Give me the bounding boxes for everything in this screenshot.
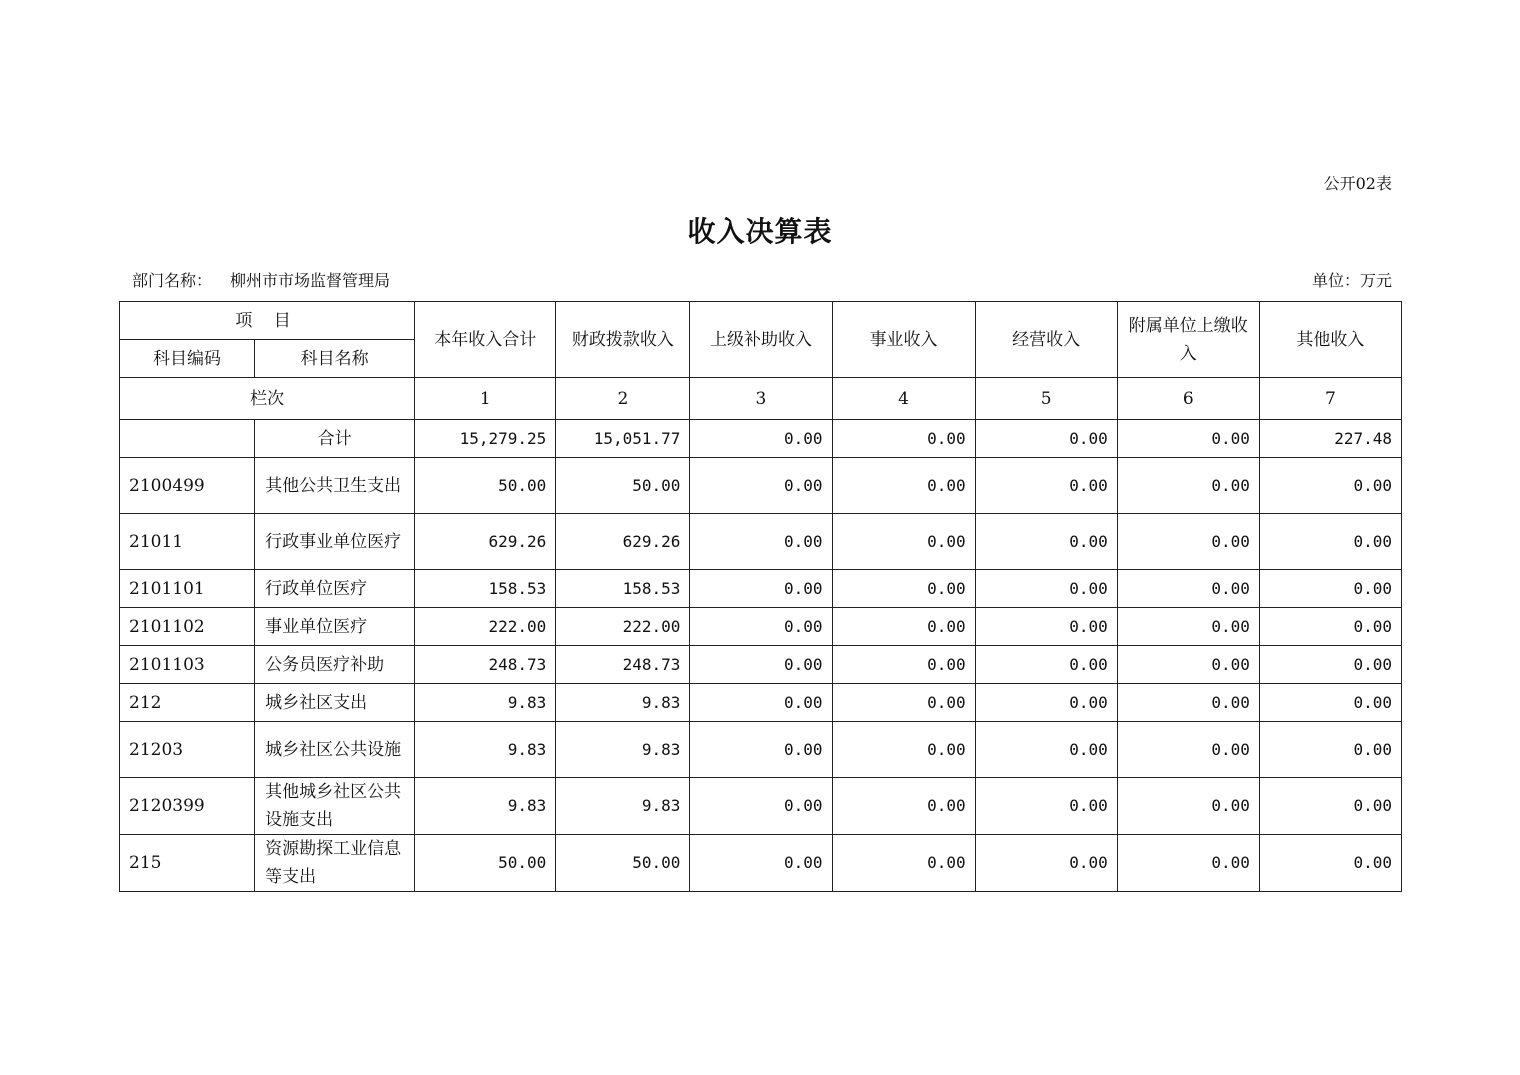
row-value: 0.00	[690, 778, 832, 835]
row-name: 事业单位医疗	[255, 608, 415, 646]
table-row	[120, 570, 1402, 608]
row-value: 248.73	[415, 646, 556, 684]
row-name: 公务员医疗补助	[255, 646, 415, 684]
row-value: 0.00	[1117, 722, 1259, 778]
table-row	[120, 722, 1402, 778]
form-number: 公开02表	[1323, 174, 1392, 193]
header-col-1: 本年收入合计	[415, 302, 556, 378]
row-value: 9.83	[556, 684, 690, 722]
row-value: 0.00	[1259, 514, 1401, 570]
total-value: 227.48	[1259, 420, 1401, 458]
lanci-num: 5	[975, 378, 1117, 420]
row-code: 2101103	[120, 646, 255, 684]
row-value: 158.53	[415, 570, 556, 608]
row-value: 0.00	[832, 722, 975, 778]
header-item: 项 目	[120, 302, 415, 340]
header-col-3: 上级补助收入	[690, 302, 832, 378]
row-value: 0.00	[1259, 646, 1401, 684]
total-value: 15,051.77	[556, 420, 690, 458]
row-name: 其他城乡社区公共设施支出	[255, 778, 415, 835]
row-value: 9.83	[415, 722, 556, 778]
row-value: 0.00	[1259, 570, 1401, 608]
row-value: 248.73	[556, 646, 690, 684]
header-row-1	[120, 302, 1402, 340]
lanci-num: 1	[415, 378, 556, 420]
row-value: 0.00	[1117, 570, 1259, 608]
row-value: 0.00	[975, 608, 1117, 646]
header-name: 科目名称	[255, 340, 415, 378]
row-value: 9.83	[415, 684, 556, 722]
row-value: 0.00	[832, 570, 975, 608]
row-code: 212	[120, 684, 255, 722]
row-code: 21203	[120, 722, 255, 778]
header-col-5: 经营收入	[975, 302, 1117, 378]
row-value: 0.00	[1259, 458, 1401, 514]
lanci-num: 6	[1117, 378, 1259, 420]
row-value: 0.00	[1117, 778, 1259, 835]
row-value: 0.00	[1259, 778, 1401, 835]
unit-label: 单位：万元	[1311, 271, 1392, 290]
row-code: 2101101	[120, 570, 255, 608]
header-col-4: 事业收入	[832, 302, 975, 378]
row-value: 9.83	[415, 778, 556, 835]
table-row	[120, 778, 1402, 835]
row-code: 2101102	[120, 608, 255, 646]
lanci-label: 栏次	[120, 378, 415, 420]
department-value: 柳州市市场监督管理局	[230, 271, 391, 290]
row-value: 0.00	[690, 608, 832, 646]
row-value: 0.00	[690, 646, 832, 684]
department-line	[132, 268, 390, 291]
total-code	[120, 420, 255, 458]
row-value: 0.00	[1117, 608, 1259, 646]
row-value: 9.83	[556, 722, 690, 778]
row-value: 158.53	[556, 570, 690, 608]
row-value: 50.00	[556, 458, 690, 514]
row-name: 行政事业单位医疗	[255, 514, 415, 570]
row-value: 0.00	[975, 684, 1117, 722]
row-code: 2120399	[120, 778, 255, 835]
row-value: 0.00	[690, 458, 832, 514]
row-value: 0.00	[1117, 514, 1259, 570]
row-value: 0.00	[832, 608, 975, 646]
row-value: 629.26	[415, 514, 556, 570]
table-row	[120, 646, 1402, 684]
row-name: 资源勘探工业信息等支出	[255, 835, 415, 892]
row-code: 21011	[120, 514, 255, 570]
table-row	[120, 608, 1402, 646]
row-value: 222.00	[556, 608, 690, 646]
row-value: 0.00	[690, 570, 832, 608]
header-col-6: 附属单位上缴收入	[1117, 302, 1259, 378]
row-value: 50.00	[415, 458, 556, 514]
row-value: 0.00	[832, 646, 975, 684]
row-code: 215	[120, 835, 255, 892]
header-code: 科目编码	[120, 340, 255, 378]
table-row	[120, 458, 1402, 514]
lanci-num: 4	[832, 378, 975, 420]
total-row	[120, 420, 1402, 458]
lanci-row	[120, 378, 1402, 420]
lanci-num: 7	[1259, 378, 1401, 420]
income-table	[119, 301, 1402, 892]
row-value: 0.00	[690, 722, 832, 778]
header-col-7: 其他收入	[1259, 302, 1401, 378]
table-row	[120, 514, 1402, 570]
lanci-num: 3	[690, 378, 832, 420]
lanci-num: 2	[556, 378, 690, 420]
row-value: 0.00	[1259, 684, 1401, 722]
row-value: 0.00	[832, 778, 975, 835]
header-col-2: 财政拨款收入	[556, 302, 690, 378]
row-value: 0.00	[690, 684, 832, 722]
row-name: 城乡社区公共设施	[255, 722, 415, 778]
total-label: 合计	[255, 420, 415, 458]
total-value: 0.00	[975, 420, 1117, 458]
row-value: 0.00	[832, 514, 975, 570]
row-name: 城乡社区支出	[255, 684, 415, 722]
row-value: 50.00	[415, 835, 556, 892]
table-row	[120, 684, 1402, 722]
row-value: 0.00	[690, 835, 832, 892]
row-value: 0.00	[975, 514, 1117, 570]
department-label: 部门名称：	[132, 271, 213, 290]
table-row	[120, 835, 1402, 892]
total-value: 0.00	[832, 420, 975, 458]
row-value: 0.00	[832, 835, 975, 892]
row-value: 629.26	[556, 514, 690, 570]
row-value: 0.00	[975, 570, 1117, 608]
row-value: 0.00	[832, 684, 975, 722]
row-value: 0.00	[1117, 646, 1259, 684]
total-value: 0.00	[690, 420, 832, 458]
row-name: 行政单位医疗	[255, 570, 415, 608]
row-value: 0.00	[1117, 835, 1259, 892]
row-value: 0.00	[1259, 835, 1401, 892]
row-value: 0.00	[1259, 722, 1401, 778]
row-code: 2100499	[120, 458, 255, 514]
total-value: 0.00	[1117, 420, 1259, 458]
row-name: 其他公共卫生支出	[255, 458, 415, 514]
row-value: 0.00	[1117, 458, 1259, 514]
row-value: 50.00	[556, 835, 690, 892]
row-value: 0.00	[1259, 608, 1401, 646]
row-value: 0.00	[975, 778, 1117, 835]
row-value: 0.00	[975, 458, 1117, 514]
row-value: 0.00	[975, 646, 1117, 684]
row-value: 0.00	[1117, 684, 1259, 722]
report-title: 收入决算表	[687, 215, 833, 248]
row-value: 9.83	[556, 778, 690, 835]
row-value: 0.00	[690, 514, 832, 570]
total-value: 15,279.25	[415, 420, 556, 458]
row-value: 0.00	[975, 835, 1117, 892]
row-value: 0.00	[832, 458, 975, 514]
row-value: 222.00	[415, 608, 556, 646]
row-value: 0.00	[975, 722, 1117, 778]
data-rows	[120, 458, 1402, 892]
